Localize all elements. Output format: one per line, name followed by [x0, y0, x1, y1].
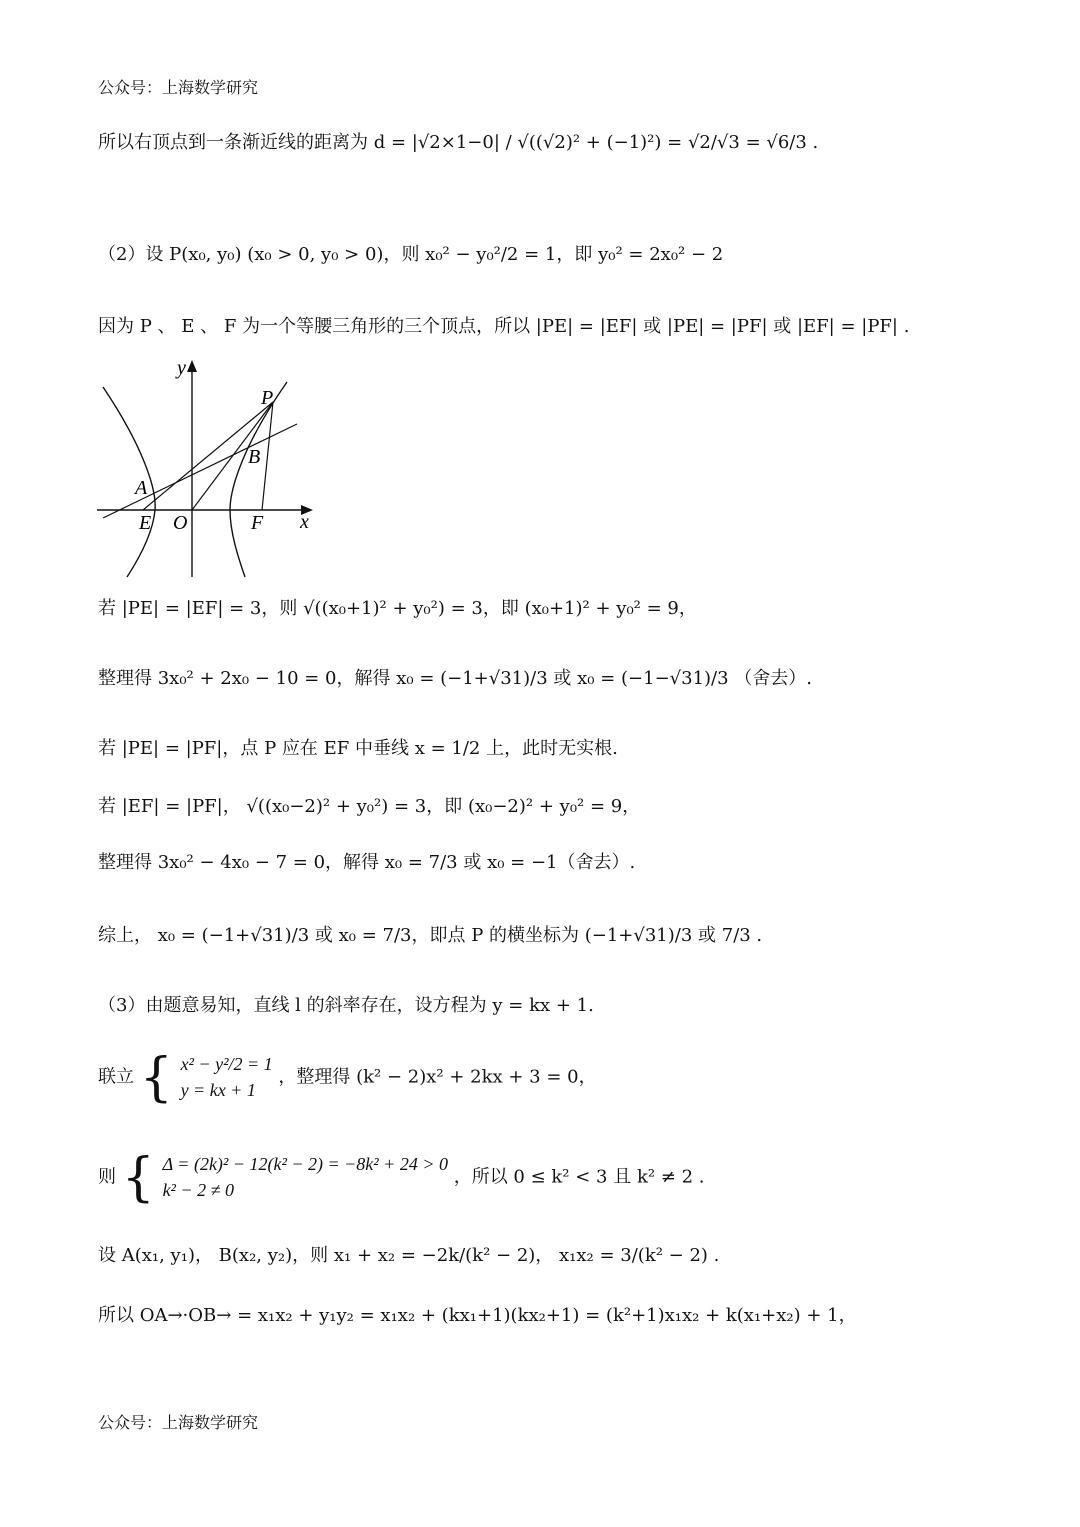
part2-setup: （2）设 P(x₀, y₀) (x₀ > 0, y₀ > 0)，则 x₀² − y₀²/2 = 1，即 y₀² = 2x₀² − 2	[98, 244, 724, 265]
simultaneous-system: 联立 { x² − y²/2 = 1 y = kx + 1 ，整理得 (k² − 2)x² + 2kx + 3 = 0，	[98, 1047, 597, 1108]
left-brace: {	[139, 1047, 173, 1108]
discriminant-eq2: k² − 2 ≠ 0	[162, 1179, 234, 1200]
system-eq2: y = kx + 1	[180, 1079, 256, 1100]
discriminant-eq1: Δ = (2k)² − 12(k² − 2) = −8k² + 24 > 0	[162, 1154, 448, 1174]
system-result: ，整理得 (k² − 2)x² + 2kx + 3 = 0，	[278, 1066, 597, 1088]
discriminant-system: 则 { Δ = (2k)² − 12(k² − 2) = −8k² + 24 > 0 k² − 2 ≠ 0 ，所以 0 ≤ k² < 3 且 k² ≠ 2 .	[98, 1147, 705, 1208]
label-E: E	[139, 512, 152, 534]
label-O: O	[173, 512, 188, 534]
label-P: P	[261, 387, 274, 409]
left-brace-2: {	[121, 1147, 155, 1208]
footer-text: 公众号：上海数学研究	[98, 1413, 259, 1432]
part3-setup: （3）由题意易知，直线 l 的斜率存在，设方程为 y = kx + 1.	[98, 995, 594, 1016]
summary-line: 综上， x₀ = (−1+√31)/3 或 x₀ = 7/3，即点 P 的横坐标为 (−1+√31)/3 或 7/3 .	[98, 925, 763, 946]
system-eq1: x² − y²/2 = 1	[180, 1054, 273, 1074]
discriminant-result: ，所以 0 ≤ k² < 3 且 k² ≠ 2 .	[453, 1166, 705, 1188]
distance-line: 所以右顶点到一条渐近线的距离为 d = |√2×1−0| / √((√2)² + (−1)²) = √2/√3 = √6/3 .	[98, 132, 819, 153]
solve-case3: 整理得 3x₀² − 4x₀ − 7 = 0，解得 x₀ = 7/3 或 x₀ = −1（舍去）.	[98, 852, 636, 873]
label-y: y	[177, 357, 186, 379]
label-B: B	[248, 446, 261, 468]
solve-case1: 整理得 3x₀² + 2x₀ − 10 = 0，解得 x₀ = (−1+√31)/3 或 x₀ = (−1−√31)/3 （舍去）.	[98, 668, 813, 689]
case-pe-pf: 若 |PE| = |PF|，点 P 应在 EF 中垂线 x = 1/2 上，此时无实根.	[98, 738, 618, 759]
case-pe-ef: 若 |PE| = |EF| = 3，则 √((x₀+1)² + y₀²) = 3，即 (x₀+1)² + y₀² = 9，	[98, 598, 697, 619]
isosceles-cases: 因为 P 、 E 、 F 为一个等腰三角形的三个顶点，所以 |PE| = |EF| 或 |PE| = |PF| 或 |EF| = |PF| .	[98, 316, 910, 337]
hyperbola-figure	[95, 352, 330, 582]
label-F: F	[251, 512, 264, 534]
label-x: x	[300, 511, 309, 533]
dot-product-line: 所以 OA→·OB→ = x₁x₂ + y₁y₂ = x₁x₂ + (kx₁+1)(kx₂+1) = (k²+1)x₁x₂ + k(x₁+x₂) + 1，	[98, 1305, 857, 1326]
header-text: 公众号：上海数学研究	[98, 78, 259, 97]
case-ef-pf: 若 |EF| = |PF|， √((x₀−2)² + y₀²) = 3，即 (x₀−2)² + y₀² = 9，	[98, 796, 641, 817]
label-A: A	[135, 477, 148, 499]
vieta-line: 设 A(x₁, y₁)， B(x₂, y₂)，则 x₁ + x₂ = −2k/(k² − 2)， x₁x₂ = 3/(k² − 2) .	[98, 1245, 720, 1266]
